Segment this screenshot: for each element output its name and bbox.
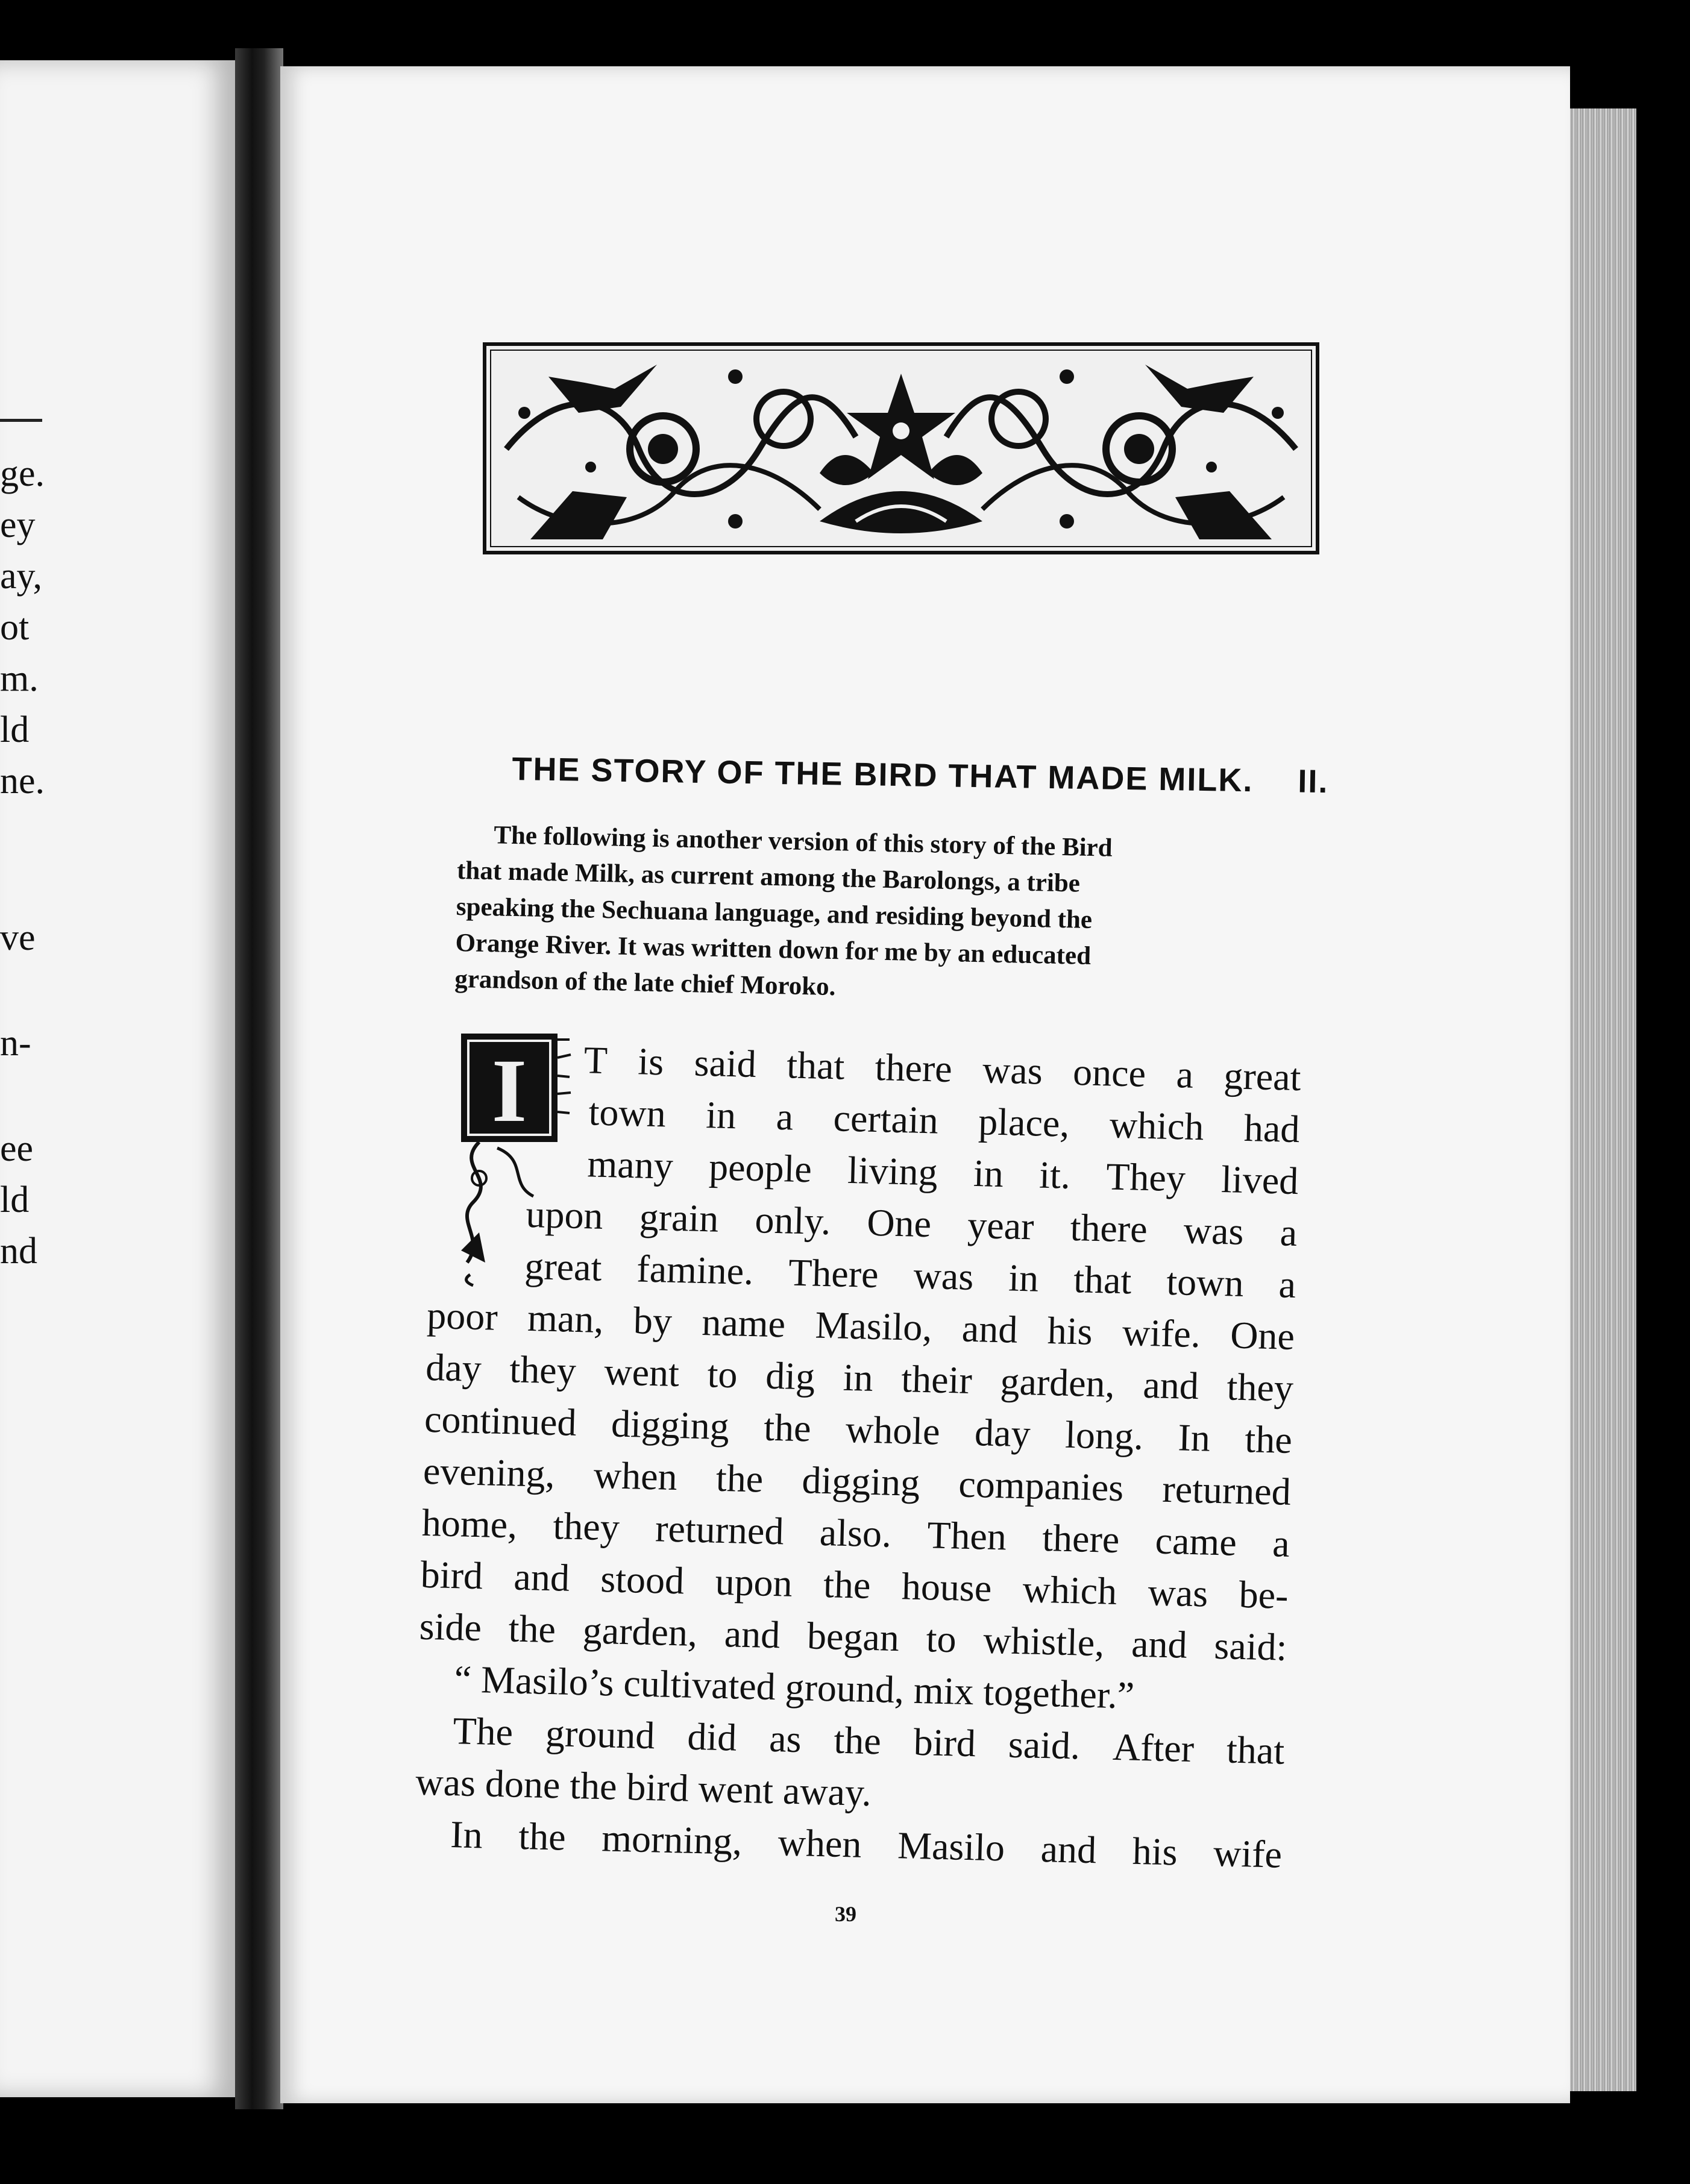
body-line: The ground did as the bird said. After that bbox=[452, 1709, 1285, 1772]
intro-line: speaking the Sechuana language, and residing beyond the bbox=[456, 892, 1093, 935]
left-fragment: ge. bbox=[0, 453, 45, 494]
body-line: was done the bird went away. bbox=[415, 1760, 872, 1815]
story-body bbox=[413, 1031, 1301, 1881]
left-fragment: n- bbox=[0, 1023, 31, 1064]
title-part: II. bbox=[1297, 763, 1329, 800]
left-fragment: nd bbox=[0, 1231, 37, 1272]
body-line: continued digging the whole day long. In the bbox=[424, 1397, 1293, 1461]
left-fragment: ay, bbox=[0, 556, 42, 597]
body-line: home, they returned also. Then there came a bbox=[421, 1501, 1290, 1565]
left-facing-page bbox=[0, 60, 235, 2097]
intro-line: Orange River. It was written down for me by an educated bbox=[455, 928, 1092, 971]
page-number: 39 bbox=[835, 1902, 856, 1926]
body-line: bird and stood upon the house which was be- bbox=[420, 1552, 1289, 1617]
intro-line: grandson of the late chief Moroko. bbox=[454, 964, 836, 1002]
left-fragment: ee bbox=[0, 1128, 34, 1169]
left-fragment: ot bbox=[0, 607, 30, 648]
left-fragment: m. bbox=[0, 658, 39, 699]
left-fragment: ve bbox=[0, 917, 36, 958]
body-line: day they went to dig in their garden, and they bbox=[425, 1345, 1294, 1410]
title-text: THE STORY OF THE BIRD THAT MADE MILK. bbox=[512, 750, 1254, 799]
body-line: side the garden, and began to whistle, and said: bbox=[418, 1604, 1288, 1669]
body-line: In the morning, when Masilo and his wife bbox=[450, 1813, 1283, 1876]
intro-line: that made Milk, as current among the Barolongs, a tribe bbox=[456, 856, 1081, 898]
body-line: evening, when the digging companies returned bbox=[422, 1449, 1292, 1513]
left-fragment: ey bbox=[0, 504, 36, 545]
body-line: many people living in it. They lived bbox=[586, 1142, 1299, 1203]
left-page-rule bbox=[0, 419, 42, 422]
body-line: upon grain only. One year there was a bbox=[525, 1192, 1298, 1255]
body-line: town in a certain place, which had bbox=[588, 1090, 1301, 1151]
left-fragment: ld bbox=[0, 709, 30, 750]
intro-line: The following is another version of this story of the Bird bbox=[493, 821, 1113, 862]
body-line: T is said that there was once a great bbox=[583, 1038, 1302, 1099]
intro-note bbox=[454, 817, 1308, 1015]
book-gutter bbox=[235, 48, 283, 2109]
left-fragment: ld bbox=[0, 1179, 30, 1220]
body-line: great famine. There was in that town a bbox=[524, 1244, 1296, 1307]
body-line: poor man, by name Masilo, and his wife. One bbox=[426, 1293, 1295, 1358]
dropcap-letter: I bbox=[491, 1041, 527, 1141]
left-fragment: ne. bbox=[0, 761, 45, 802]
ornamental-headpiece bbox=[482, 340, 1320, 557]
body-line: “ Masilo’s cultivated ground, mix together.” bbox=[453, 1657, 1135, 1717]
page-edges bbox=[1570, 108, 1636, 2091]
